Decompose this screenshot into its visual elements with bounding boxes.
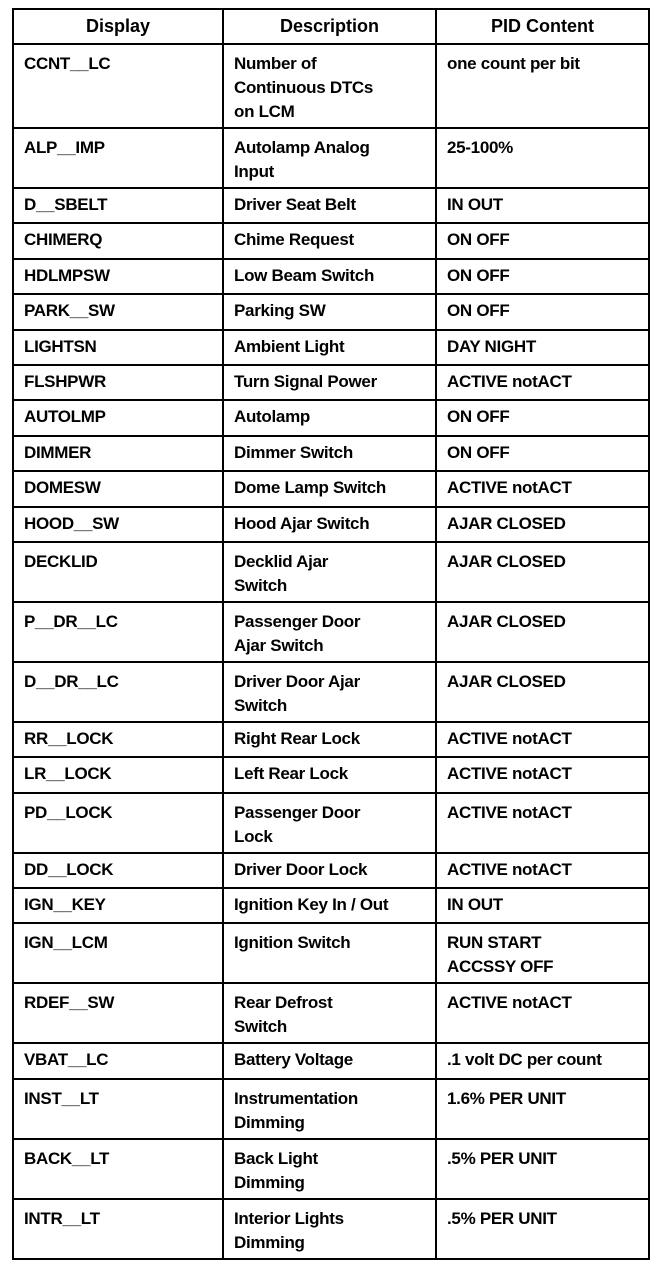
cell-display-text: RR__LOCK — [24, 728, 114, 748]
cell-description — [223, 1079, 436, 1139]
cell-display — [13, 602, 223, 662]
cell-pid-content — [436, 259, 649, 294]
cell-display — [13, 44, 223, 128]
cell-description — [223, 853, 436, 888]
cell-display — [13, 757, 223, 792]
cell-pid-content-text: .5% PER UNIT — [447, 1148, 557, 1168]
cell-display — [13, 188, 223, 223]
cell-display-text: HOOD__SW — [24, 513, 119, 533]
cell-pid-content-text: one count per bit — [447, 54, 580, 73]
cell-description — [223, 793, 436, 853]
cell-display — [13, 436, 223, 471]
cell-pid-content — [436, 507, 649, 542]
cell-description — [223, 294, 436, 329]
header-display: Display — [13, 9, 223, 44]
cell-display — [13, 400, 223, 435]
cell-pid-content-text: ON OFF — [447, 407, 510, 427]
cell-description-text: Battery Voltage — [234, 1050, 353, 1070]
table-row — [13, 223, 649, 258]
cell-pid-content-text: 1.6% PER UNIT — [447, 1088, 566, 1108]
cell-pid-content-text: .5% PER UNIT — [447, 1208, 557, 1228]
cell-pid-content-text: 25-100% — [447, 138, 513, 157]
cell-display-text: VBAT__LC — [24, 1050, 109, 1070]
table-row — [13, 44, 649, 128]
cell-pid-content-text: ACTIVE notACT — [447, 371, 572, 391]
header-pid-content: PID Content — [436, 9, 649, 44]
cell-pid-content-text: ACTIVE notACT — [447, 478, 572, 498]
table-row — [13, 128, 649, 188]
cell-pid-content-text: ON OFF — [447, 230, 510, 250]
cell-display-text: D__DR__LC — [24, 671, 119, 691]
table-row — [13, 436, 649, 471]
cell-display-text: LR__LOCK — [24, 764, 112, 784]
cell-pid-content-text: ON OFF — [447, 301, 510, 321]
cell-description — [223, 923, 436, 983]
cell-description-text: Interior Lights Dimming — [234, 1208, 344, 1252]
cell-description-text: Low Beam Switch — [234, 265, 375, 285]
cell-description-text: Dimmer Switch — [234, 442, 353, 462]
table-row — [13, 757, 649, 792]
cell-pid-content — [436, 400, 649, 435]
cell-pid-content-text: ON OFF — [447, 265, 510, 285]
cell-pid-content — [436, 602, 649, 662]
cell-display-text: CCNT__LC — [24, 54, 111, 73]
cell-display — [13, 259, 223, 294]
cell-display — [13, 888, 223, 923]
cell-description — [223, 436, 436, 471]
cell-display — [13, 1079, 223, 1139]
cell-display — [13, 923, 223, 983]
cell-pid-content — [436, 722, 649, 757]
cell-pid-content-text: RUN START ACCSSY OFF — [447, 933, 554, 977]
header-row — [13, 9, 649, 44]
table-row — [13, 722, 649, 757]
cell-description-text: Number of Continuous DTCs on LCM — [234, 54, 374, 121]
cell-display-text: DD__LOCK — [24, 859, 114, 879]
cell-display-text: INST__LT — [24, 1088, 99, 1108]
cell-display — [13, 722, 223, 757]
cell-pid-content — [436, 983, 649, 1043]
cell-description-text: Hood Ajar Switch — [234, 513, 370, 533]
cell-pid-content-text: DAY NIGHT — [447, 336, 536, 356]
cell-display — [13, 1043, 223, 1078]
cell-pid-content — [436, 923, 649, 983]
table-row — [13, 602, 649, 662]
cell-display — [13, 128, 223, 188]
table-header — [13, 9, 649, 44]
cell-display — [13, 1139, 223, 1199]
cell-display — [13, 793, 223, 853]
cell-description — [223, 722, 436, 757]
cell-description — [223, 400, 436, 435]
cell-pid-content-text: ACTIVE notACT — [447, 993, 572, 1013]
cell-description-text: Ambient Light — [234, 336, 345, 356]
cell-pid-content-text: ACTIVE notACT — [447, 802, 572, 822]
cell-display-text: INTR__LT — [24, 1208, 100, 1228]
cell-display — [13, 294, 223, 329]
cell-pid-content — [436, 793, 649, 853]
cell-pid-content — [436, 471, 649, 506]
table-row — [13, 330, 649, 365]
cell-display — [13, 223, 223, 258]
cell-description-text: Chime Request — [234, 230, 354, 250]
cell-description-text: Turn Signal Power — [234, 371, 377, 391]
table-row — [13, 662, 649, 722]
cell-pid-content — [436, 188, 649, 223]
cell-pid-content-text: IN OUT — [447, 195, 503, 214]
table-row — [13, 1043, 649, 1078]
cell-display-text: PD__LOCK — [24, 802, 113, 822]
cell-description-text: Driver Door Lock — [234, 859, 368, 879]
cell-description-text: Rear Defrost Switch — [234, 993, 333, 1037]
cell-description — [223, 662, 436, 722]
cell-pid-content-text: AJAR CLOSED — [447, 513, 566, 533]
table-row — [13, 888, 649, 923]
cell-display-text: HDLMPSW — [24, 265, 110, 285]
cell-description — [223, 188, 436, 223]
cell-pid-content — [436, 1139, 649, 1199]
cell-description-text: Ignition Key In / Out — [234, 895, 389, 915]
cell-description-text: Back Light Dimming — [234, 1148, 318, 1192]
table-row — [13, 365, 649, 400]
cell-description — [223, 888, 436, 923]
table-row — [13, 294, 649, 329]
cell-description-text: Autolamp Analog Input — [234, 138, 370, 181]
cell-description — [223, 365, 436, 400]
cell-display-text: BACK__LT — [24, 1148, 110, 1168]
cell-description — [223, 1139, 436, 1199]
cell-pid-content — [436, 436, 649, 471]
cell-display — [13, 330, 223, 365]
cell-description — [223, 471, 436, 506]
cell-display — [13, 542, 223, 602]
cell-pid-content — [436, 662, 649, 722]
cell-description — [223, 223, 436, 258]
table-row — [13, 259, 649, 294]
table-row — [13, 542, 649, 602]
table-row — [13, 400, 649, 435]
cell-description-text: Autolamp — [234, 407, 310, 427]
table-row — [13, 1199, 649, 1259]
pid-table — [12, 8, 650, 1260]
cell-description — [223, 983, 436, 1043]
cell-pid-content — [436, 757, 649, 792]
cell-pid-content — [436, 1043, 649, 1078]
cell-display-text: IGN__KEY — [24, 895, 106, 915]
cell-pid-content-text: ON OFF — [447, 442, 510, 462]
cell-display-text: AUTOLMP — [24, 407, 106, 427]
cell-display — [13, 853, 223, 888]
cell-description-text: Passenger Door Ajar Switch — [234, 611, 361, 655]
cell-description-text: Passenger Door Lock — [234, 802, 361, 846]
cell-description — [223, 507, 436, 542]
cell-description-text: Right Rear Lock — [234, 728, 360, 748]
table-row — [13, 507, 649, 542]
table-row — [13, 983, 649, 1043]
cell-description — [223, 1043, 436, 1078]
cell-pid-content — [436, 330, 649, 365]
cell-description — [223, 128, 436, 188]
cell-pid-content-text: AJAR CLOSED — [447, 551, 566, 571]
cell-display — [13, 983, 223, 1043]
cell-display-text: LIGHTSN — [24, 336, 97, 356]
table-row — [13, 188, 649, 223]
cell-display — [13, 365, 223, 400]
cell-pid-content — [436, 542, 649, 602]
cell-pid-content — [436, 294, 649, 329]
cell-display — [13, 1199, 223, 1259]
cell-display-text: ALP__IMP — [24, 138, 105, 157]
cell-pid-content-text: ACTIVE notACT — [447, 728, 572, 748]
cell-pid-content — [436, 128, 649, 188]
cell-pid-content — [436, 223, 649, 258]
cell-description — [223, 330, 436, 365]
cell-description — [223, 1199, 436, 1259]
cell-display — [13, 471, 223, 506]
header-description: Description — [223, 9, 436, 44]
cell-pid-content-text: IN OUT — [447, 895, 503, 915]
cell-display-text: PARK__SW — [24, 301, 115, 321]
cell-description — [223, 44, 436, 128]
cell-pid-content-text: .1 volt DC per count — [447, 1050, 602, 1070]
cell-description — [223, 259, 436, 294]
cell-description-text: Decklid Ajar Switch — [234, 551, 329, 595]
cell-display-text: DIMMER — [24, 442, 92, 462]
table-row — [13, 853, 649, 888]
cell-pid-content-text: AJAR CLOSED — [447, 671, 566, 691]
cell-pid-content-text: AJAR CLOSED — [447, 611, 566, 631]
cell-pid-content-text: ACTIVE notACT — [447, 859, 572, 879]
cell-description — [223, 602, 436, 662]
cell-description-text: Left Rear Lock — [234, 764, 348, 784]
cell-description-text: Dome Lamp Switch — [234, 478, 387, 498]
cell-description — [223, 542, 436, 602]
cell-pid-content — [436, 365, 649, 400]
cell-display-text: RDEF__SW — [24, 993, 115, 1013]
table-row — [13, 471, 649, 506]
cell-description-text: Ignition Switch — [234, 933, 351, 953]
cell-display-text: CHIMERQ — [24, 230, 103, 250]
cell-display-text: IGN__LCM — [24, 933, 108, 953]
cell-pid-content — [436, 853, 649, 888]
cell-description-text: Parking SW — [234, 301, 326, 321]
table-row — [13, 1079, 649, 1139]
cell-display — [13, 507, 223, 542]
cell-display-text: FLSHPWR — [24, 371, 106, 391]
cell-description-text: Driver Door Ajar Switch — [234, 671, 360, 715]
cell-description-text: Instrumentation Dimming — [234, 1088, 358, 1132]
cell-pid-content — [436, 1199, 649, 1259]
cell-description-text: Driver Seat Belt — [234, 195, 356, 214]
cell-pid-content-text: ACTIVE notACT — [447, 764, 572, 784]
cell-pid-content — [436, 1079, 649, 1139]
cell-display — [13, 662, 223, 722]
table-row — [13, 793, 649, 853]
cell-pid-content — [436, 44, 649, 128]
cell-description — [223, 757, 436, 792]
cell-display-text: DECKLID — [24, 551, 98, 571]
cell-display-text: DOMESW — [24, 478, 101, 498]
cell-pid-content — [436, 888, 649, 923]
table-row — [13, 923, 649, 983]
cell-display-text: D__SBELT — [24, 195, 108, 214]
table-body — [13, 44, 649, 1259]
table-row — [13, 1139, 649, 1199]
cell-display-text: P__DR__LC — [24, 611, 118, 631]
